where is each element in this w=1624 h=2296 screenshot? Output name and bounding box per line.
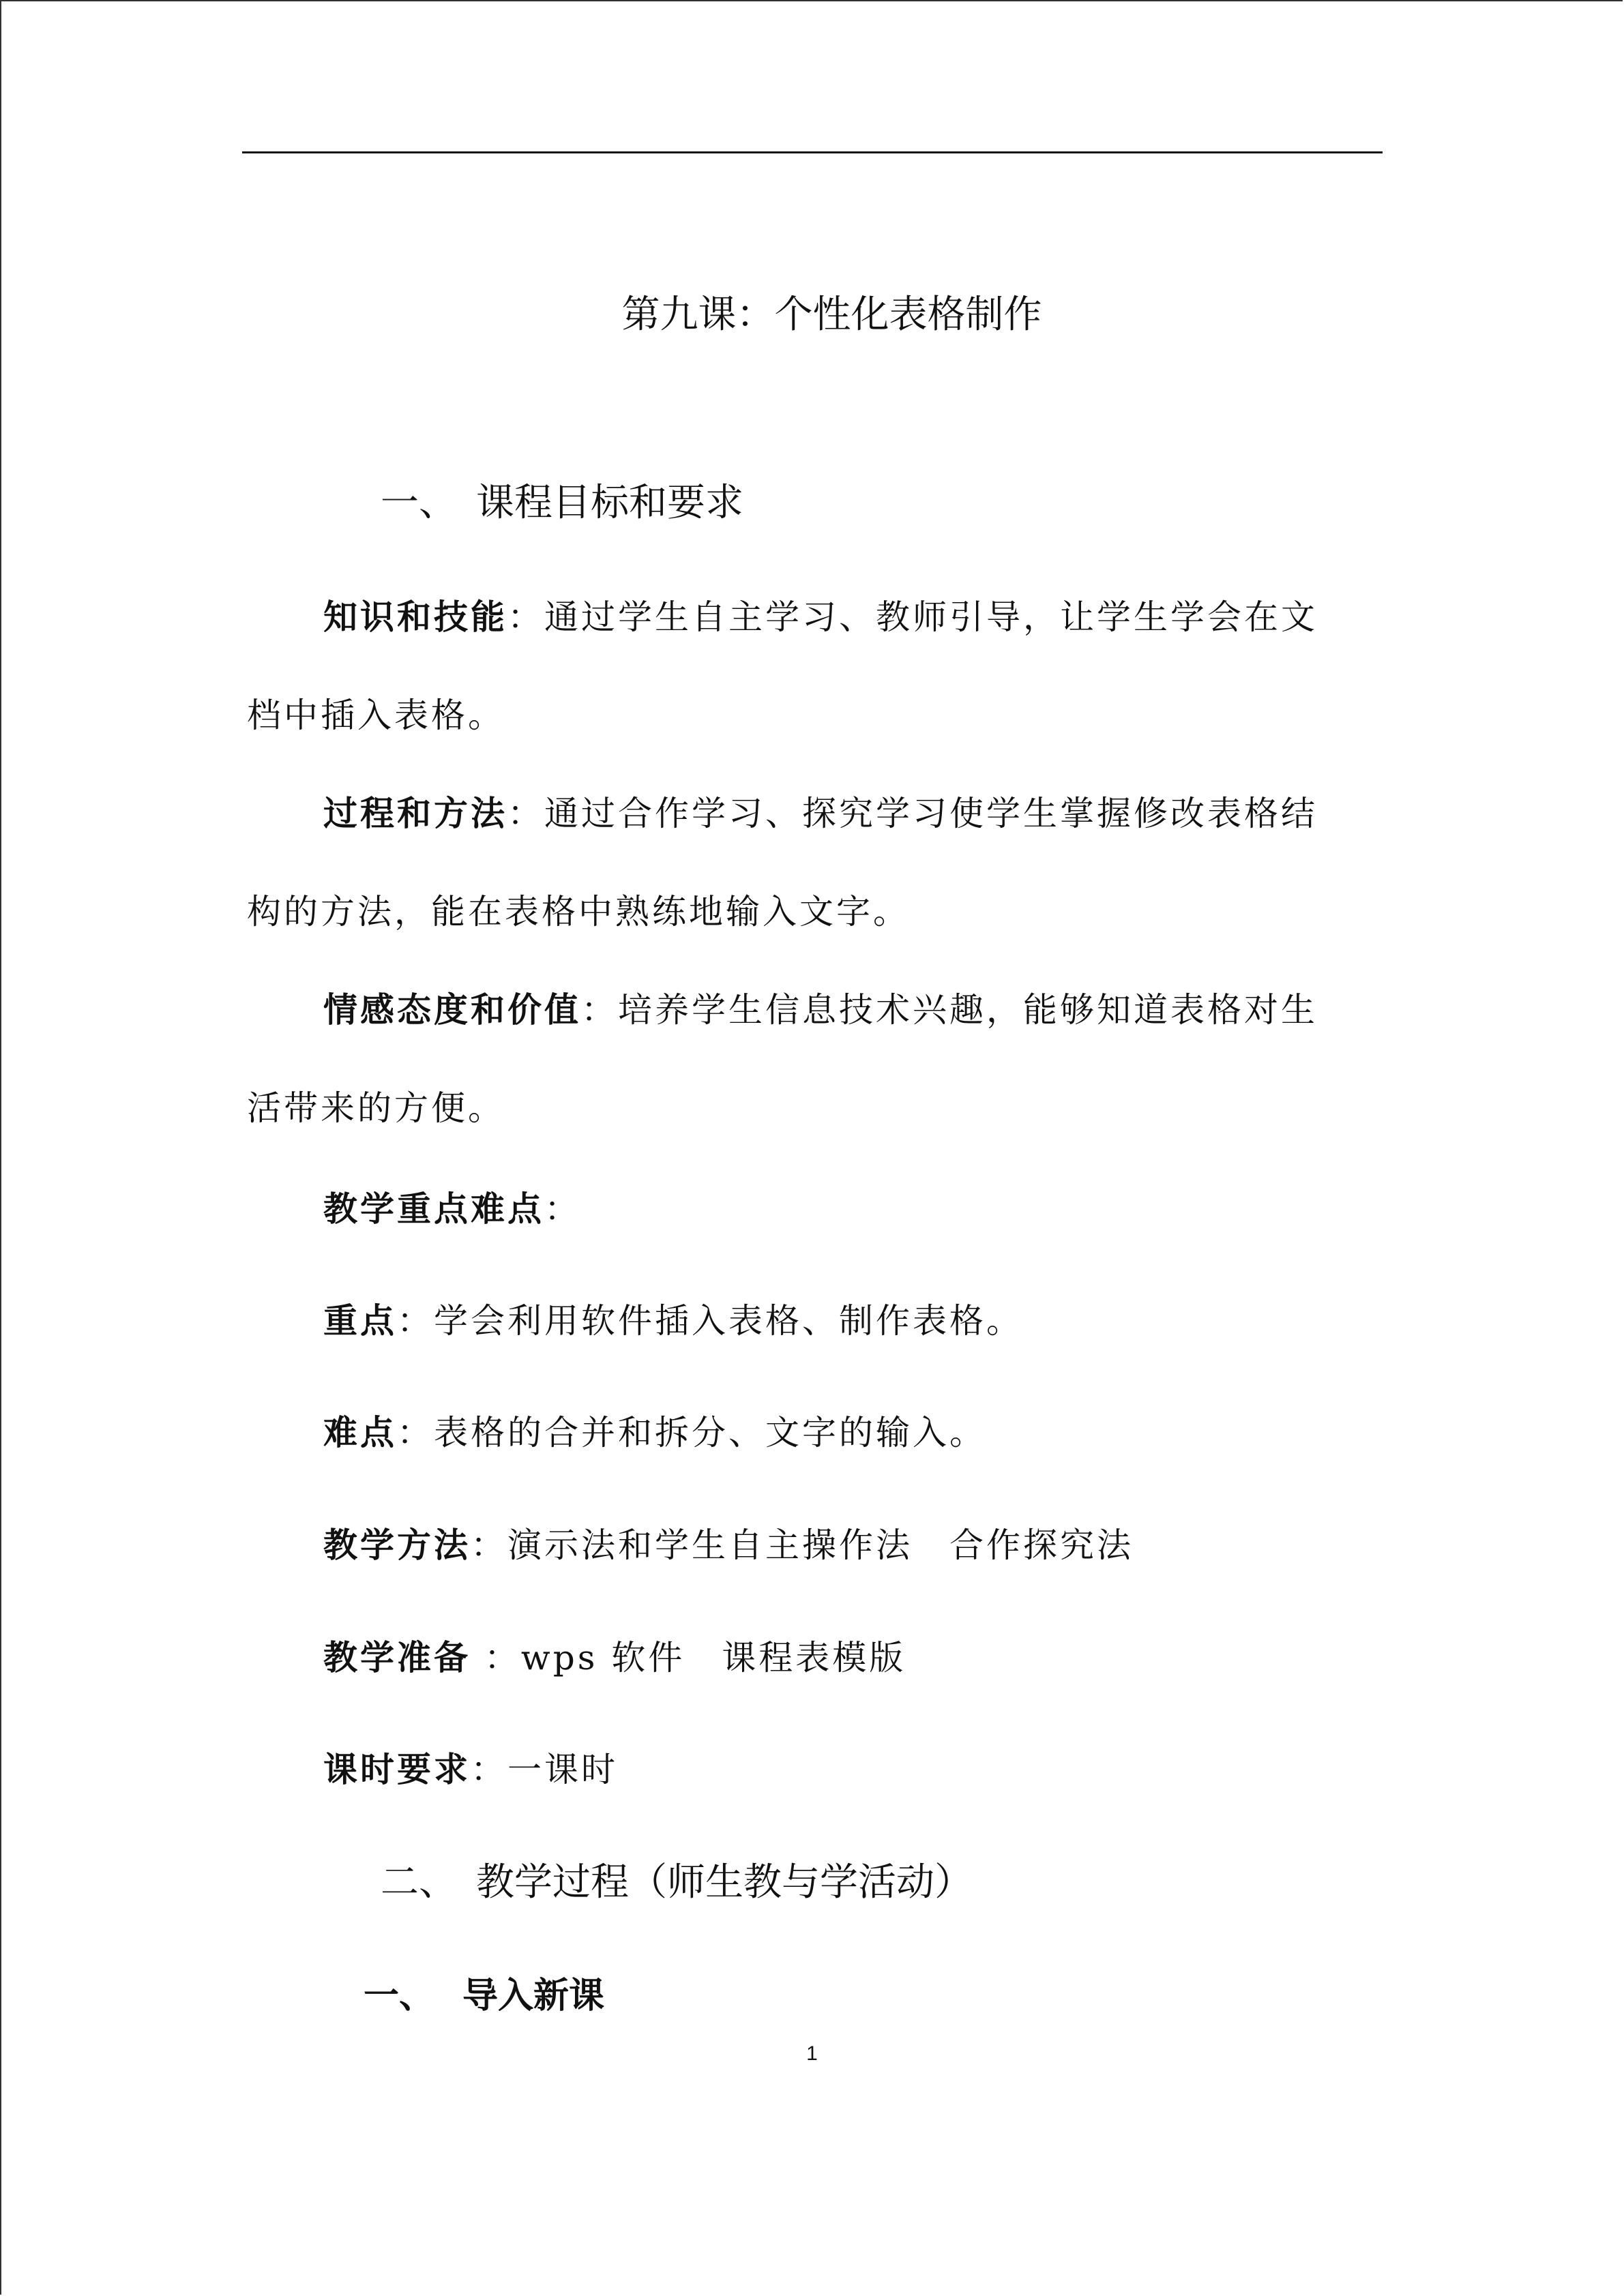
process-paragraph — [247, 764, 1352, 961]
header-rule — [242, 151, 1383, 153]
preparation-colon: ： — [471, 1638, 521, 1678]
difficulty-line — [323, 1405, 986, 1460]
section-number: 二、 — [381, 1860, 457, 1905]
emotion-colon: ： — [581, 990, 618, 1030]
process-label: 过程和方法 — [323, 793, 507, 833]
preparation-label: 教学准备 — [323, 1637, 471, 1678]
section-heading-2 — [381, 1854, 973, 1911]
key-point-line — [323, 1294, 1023, 1348]
document-title: 第九课：个性化表格制作 — [621, 293, 1042, 337]
process-text: 通过合作学习、探究学习使学生掌握修改表格结构的方法，能在表格中熟练地输入文字。 — [247, 794, 1318, 931]
difficulty-text: 表格的合并和拆分、文字的输入。 — [434, 1413, 986, 1452]
subsection-title: 导入新课 — [462, 1975, 605, 2016]
emotion-label: 情感态度和价值 — [323, 989, 581, 1030]
duration-colon: ： — [471, 1750, 507, 1789]
key-point-colon: ： — [397, 1301, 434, 1341]
subsection-number: 一、 — [364, 1975, 435, 2016]
section-heading-1 — [381, 475, 743, 532]
duration-text: 一课时 — [507, 1750, 618, 1789]
duration-line — [323, 1742, 618, 1797]
subsection-heading-1 — [364, 1969, 604, 2023]
key-difficulty-colon: ： — [544, 1189, 581, 1229]
difficulty-colon: ： — [397, 1413, 434, 1452]
difficulty-label: 难点 — [323, 1412, 397, 1452]
page-number: 1 — [806, 2042, 818, 2065]
key-difficulty-heading — [323, 1182, 581, 1236]
duration-label: 课时要求 — [323, 1749, 471, 1789]
method-text: 演示法和学生自主操作法 合作探究法 — [507, 1525, 1134, 1565]
section-title: 课程目标和要求 — [476, 481, 743, 525]
method-line — [323, 1518, 1134, 1572]
preparation-text: wps 软件 课程表模版 — [520, 1638, 906, 1678]
emotion-paragraph — [247, 961, 1352, 1157]
knowledge-paragraph — [247, 568, 1352, 764]
method-colon: ： — [471, 1525, 507, 1565]
key-point-label: 重点 — [323, 1300, 397, 1341]
knowledge-label: 知识和技能 — [323, 597, 507, 637]
key-point-text: 学会利用软件插入表格、制作表格。 — [434, 1301, 1023, 1341]
preparation-line — [323, 1630, 906, 1685]
key-difficulty-label: 教学重点难点 — [323, 1189, 544, 1229]
process-colon: ： — [507, 794, 544, 833]
section-number: 一、 — [381, 481, 457, 525]
method-label: 教学方法 — [323, 1525, 471, 1565]
knowledge-colon: ： — [507, 597, 544, 637]
emotion-text: 培养学生信息技术兴趣，能够知道表格对生活带来的方便。 — [247, 990, 1318, 1128]
section-title: 教学过程（师生教与学活动） — [476, 1860, 973, 1905]
knowledge-text: 通过学生自主学习、教师引导，让学生学会在文档中插入表格。 — [247, 597, 1318, 735]
